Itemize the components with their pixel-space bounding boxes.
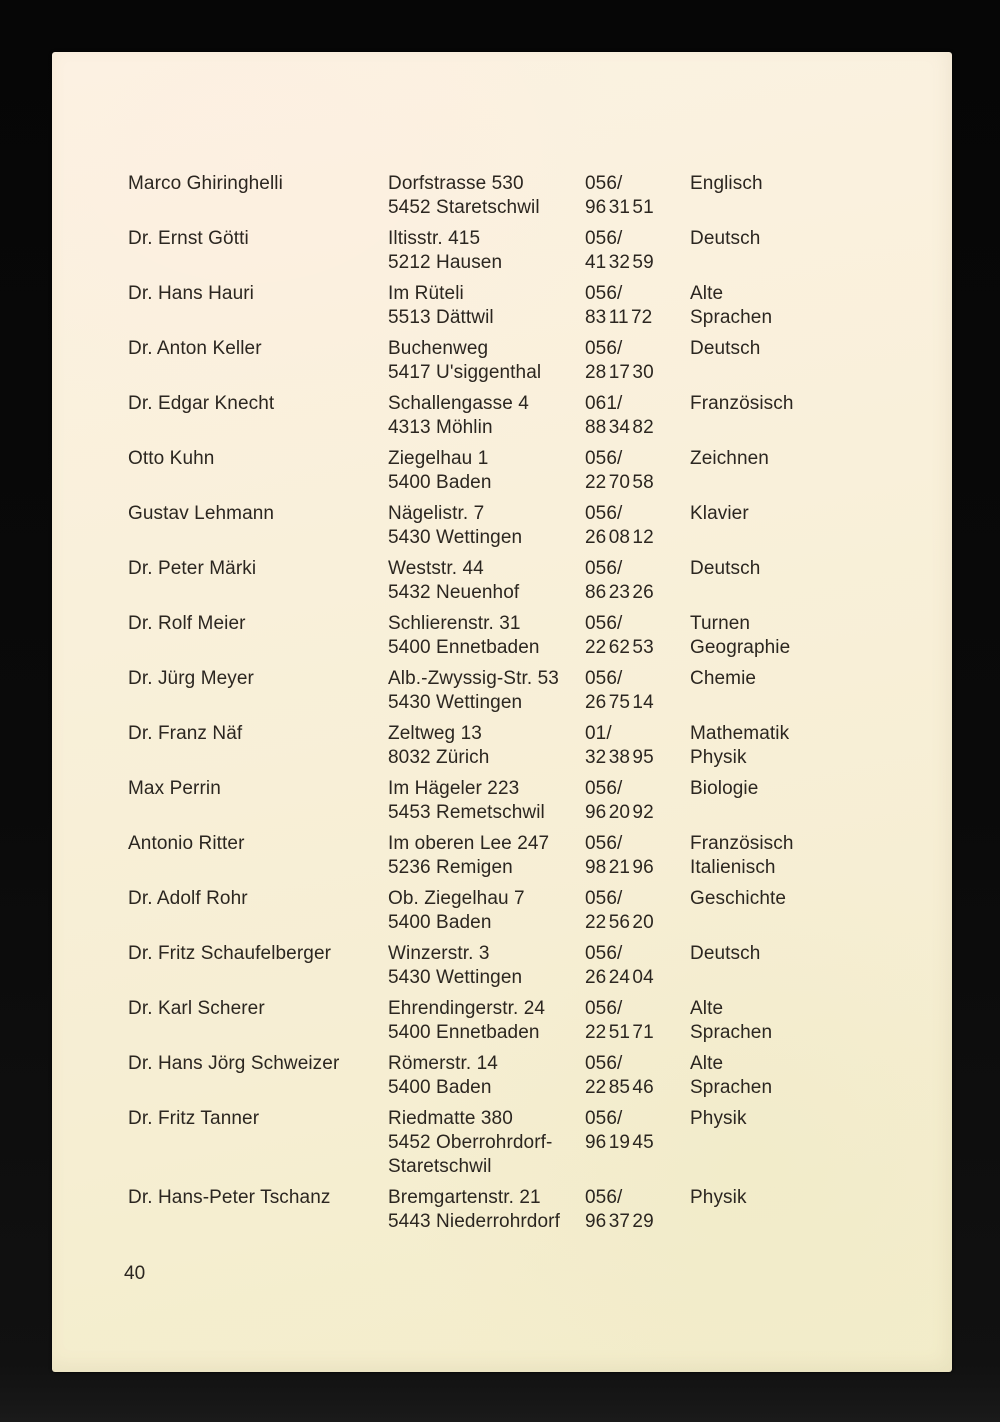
phone-line: 056/ [585,448,623,469]
address-line: 5417 U'siggenthal [388,362,542,383]
entry-name: Dr. Hans Jörg Schweizer [128,1053,340,1074]
subject-line: Alte [690,1053,724,1074]
entry-phone [585,722,690,770]
phone-line: 056/ [585,833,623,854]
address-line: 4313 Möhlin [388,417,493,438]
phone-line: 061/ [585,393,623,414]
address-line: 5452 Oberrohrdorf- [388,1132,553,1153]
subject-line: Deutsch [690,943,761,964]
entry-subjects [690,832,924,880]
entry-address [388,557,585,605]
entry-subjects [690,1186,924,1234]
directory-entry [128,997,924,1045]
entry-phone [585,612,690,660]
address-line: 5400 Baden [388,912,492,933]
entry-name: Dr. Karl Scherer [128,998,265,1019]
entry-address [388,1107,585,1179]
entry-subjects [690,612,924,660]
entry-name: Dr. Edgar Knecht [128,393,275,414]
address-line: 5400 Ennetbaden [388,637,540,658]
address-line: 5513 Dättwil [388,307,494,328]
address-line: Im Hägeler 223 [388,778,520,799]
directory-entry [128,1186,924,1234]
subject-line: Sprachen [690,1022,773,1043]
subject-line: Chemie [690,668,757,689]
entry-address [388,337,585,385]
entry-subjects [690,942,924,990]
subject-line: Französisch [690,833,794,854]
entry-name: Dr. Fritz Schaufelberger [128,943,332,964]
directory-entry [128,337,924,385]
directory-entry [128,557,924,605]
entry-phone [585,1052,690,1100]
phone-line: 28 17 30 [585,362,654,383]
entry-address [388,447,585,495]
entry-subjects [690,1052,924,1100]
entry-name: Dr. Jürg Meyer [128,668,254,689]
address-line: Riedmatte 380 [388,1108,513,1129]
entry-address [388,777,585,825]
directory-list [128,172,924,1241]
entry-address [388,1052,585,1100]
phone-line: 22 70 58 [585,472,654,493]
address-line: Im Rüteli [388,283,464,304]
phone-line: 056/ [585,888,623,909]
entry-phone [585,172,690,220]
address-line: 5453 Remetschwil [388,802,545,823]
phone-line: 41 32 59 [585,252,654,273]
subject-line: Deutsch [690,228,761,249]
address-line: Ob. Ziegelhau 7 [388,888,525,909]
phone-line: 056/ [585,338,623,359]
subject-line: Zeichnen [690,448,769,469]
address-line: Alb.-Zwyssig-Str. 53 [388,668,559,689]
entry-subjects [690,282,924,330]
entry-phone [585,887,690,935]
entry-address [388,722,585,770]
entry-name: Dr. Ernst Götti [128,228,249,249]
subject-line: Geographie [690,637,791,658]
subject-line: Geschichte [690,888,787,909]
phone-line: 056/ [585,1053,623,1074]
address-line: Nägelistr. 7 [388,503,485,524]
phone-line: 056/ [585,613,623,634]
address-line: 5443 Niederrohrdorf [388,1211,560,1232]
entry-subjects [690,887,924,935]
entry-address [388,667,585,715]
address-line: Dorfstrasse 530 [388,173,524,194]
subject-line: Klavier [690,503,749,524]
phone-line: 056/ [585,668,623,689]
address-line: Weststr. 44 [388,558,484,579]
directory-entry [128,227,924,275]
entry-subjects [690,227,924,275]
address-line: Im oberen Lee 247 [388,833,550,854]
directory-entry [128,832,924,880]
entry-address [388,832,585,880]
subject-line: Deutsch [690,558,761,579]
address-line: 5430 Wettingen [388,527,523,548]
phone-line: 86 23 26 [585,582,654,603]
directory-entry [128,1052,924,1100]
subject-line: Alte [690,998,724,1019]
subject-line: Biologie [690,778,759,799]
subject-line: Sprachen [690,1077,773,1098]
phone-line: 056/ [585,943,623,964]
entry-address [388,887,585,935]
entry-subjects [690,557,924,605]
phone-line: 056/ [585,283,623,304]
entry-subjects [690,722,924,770]
address-line: 5400 Baden [388,1077,492,1098]
entry-subjects [690,777,924,825]
subject-line: Physik [690,1108,747,1129]
address-line: 5452 Staretschwil [388,197,540,218]
entry-name: Dr. Adolf Rohr [128,888,248,909]
subject-line: Italienisch [690,857,776,878]
address-line: Schallengasse 4 [388,393,529,414]
phone-line: 056/ [585,503,623,524]
directory-entry [128,1107,924,1179]
phone-line: 83 11 72 [585,307,653,328]
entry-subjects [690,1107,924,1179]
phone-line: 056/ [585,173,623,194]
address-line: 5400 Baden [388,472,492,493]
entry-phone [585,337,690,385]
phone-line: 96 37 29 [585,1211,654,1232]
phone-line: 98 21 96 [585,857,654,878]
entry-phone [585,557,690,605]
entry-phone [585,227,690,275]
address-line: 5400 Ennetbaden [388,1022,540,1043]
entry-phone [585,1186,690,1234]
entry-address [388,502,585,550]
address-line: Winzerstr. 3 [388,943,490,964]
phone-line: 056/ [585,558,623,579]
page-number: 40 [124,1263,146,1284]
subject-line: Alte [690,283,724,304]
phone-line: 01/ [585,723,612,744]
entry-phone [585,667,690,715]
paper-sheet [52,52,952,1372]
entry-name: Dr. Fritz Tanner [128,1108,260,1129]
entry-address [388,392,585,440]
phone-line: 22 56 20 [585,912,654,933]
entry-name: Marco Ghiringhelli [128,173,283,194]
entry-subjects [690,172,924,220]
phone-line: 056/ [585,228,623,249]
subject-line: Französisch [690,393,794,414]
address-line: Bremgartenstr. 21 [388,1187,541,1208]
phone-line: 96 20 92 [585,802,654,823]
phone-line: 88 34 82 [585,417,654,438]
directory-entry [128,502,924,550]
address-line: Römerstr. 14 [388,1053,498,1074]
entry-phone [585,1107,690,1179]
entry-address [388,1186,585,1234]
address-line: 8032 Zürich [388,747,490,768]
phone-line: 056/ [585,778,623,799]
address-line: 5212 Hausen [388,252,503,273]
entry-subjects [690,392,924,440]
entry-address [388,227,585,275]
directory-entry [128,282,924,330]
entry-subjects [690,447,924,495]
subject-line: Physik [690,1187,747,1208]
directory-entry [128,392,924,440]
entry-name: Dr. Hans Hauri [128,283,254,304]
entry-name: Gustav Lehmann [128,503,275,524]
phone-line: 056/ [585,1108,623,1129]
entry-name: Dr. Franz Näf [128,723,243,744]
entry-name: Dr. Hans-Peter Tschanz [128,1187,331,1208]
phone-line: 32 38 95 [585,747,654,768]
entry-phone [585,392,690,440]
entry-name: Max Perrin [128,778,221,799]
entry-phone [585,777,690,825]
address-line: Ziegelhau 1 [388,448,489,469]
phone-line: 96 19 45 [585,1132,654,1153]
subject-line: Englisch [690,173,763,194]
entry-name: Dr. Peter Märki [128,558,257,579]
entry-address [388,172,585,220]
address-line: 5430 Wettingen [388,967,523,988]
entry-name: Dr. Anton Keller [128,338,262,359]
phone-line: 22 51 71 [585,1022,654,1043]
directory-entry [128,887,924,935]
directory-entry [128,722,924,770]
phone-line: 056/ [585,998,623,1019]
subject-line: Physik [690,747,747,768]
entry-address [388,282,585,330]
entry-address [388,997,585,1045]
directory-entry [128,172,924,220]
address-line: Schlierenstr. 31 [388,613,521,634]
directory-entry [128,447,924,495]
phone-line: 26 75 14 [585,692,654,713]
entry-name: Dr. Rolf Meier [128,613,246,634]
subject-line: Turnen [690,613,751,634]
phone-line: 26 08 12 [585,527,654,548]
phone-line: 22 62 53 [585,637,654,658]
entry-address [388,942,585,990]
entry-subjects [690,667,924,715]
subject-line: Sprachen [690,307,773,328]
phone-line: 26 24 04 [585,967,654,988]
entry-subjects [690,997,924,1045]
address-line: 5430 Wettingen [388,692,523,713]
directory-entry [128,942,924,990]
address-line: 5432 Neuenhof [388,582,520,603]
entry-phone [585,502,690,550]
entry-phone [585,997,690,1045]
address-line: 5236 Remigen [388,857,513,878]
entry-phone [585,942,690,990]
subject-line: Deutsch [690,338,761,359]
subject-line: Mathematik [690,723,790,744]
entry-phone [585,282,690,330]
address-line: Iltisstr. 415 [388,228,481,249]
phone-line: 22 85 46 [585,1077,654,1098]
entry-subjects [690,502,924,550]
entry-address [388,612,585,660]
entry-phone [585,832,690,880]
entry-name: Antonio Ritter [128,833,245,854]
directory-entry [128,667,924,715]
entry-subjects [690,337,924,385]
phone-line: 96 31 51 [585,197,654,218]
directory-entry [128,777,924,825]
address-line: Zeltweg 13 [388,723,482,744]
directory-entry [128,612,924,660]
address-line: Ehrendingerstr. 24 [388,998,546,1019]
entry-phone [585,447,690,495]
entry-name: Otto Kuhn [128,448,215,469]
address-line: Buchenweg [388,338,489,359]
phone-line: 056/ [585,1187,623,1208]
address-line: Staretschwil [388,1156,492,1177]
